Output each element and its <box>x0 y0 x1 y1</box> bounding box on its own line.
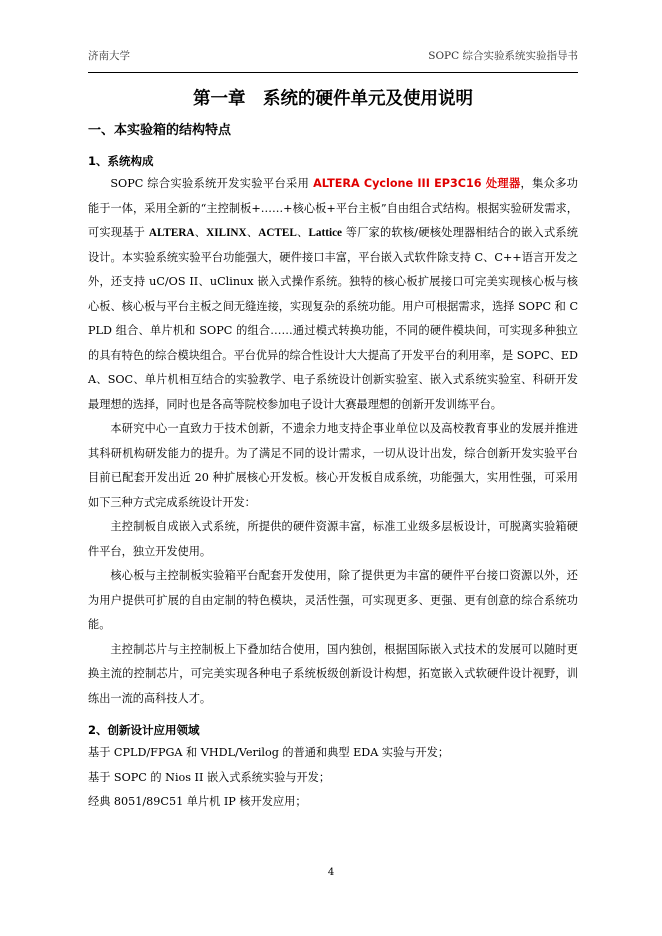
processor-highlight: ALTERA Cyclone III EP3C16 处理器 <box>313 177 521 190</box>
paragraph-mode-1: 主控制板自成嵌入式系统，所提供的硬件资源丰富，标准工业级多层板设计，可脱离实验箱硬件平台，独立开发使用。 <box>88 520 578 558</box>
header-book-title: SOPC 综合实验系统实验指导书 <box>428 50 578 62</box>
page-content <box>88 86 578 815</box>
vendor-xilinx: XILINX <box>206 227 247 239</box>
application-item: 基于 CPLD/FPGA 和 VHDL/Verilog 的普通和典型 EDA 实验与开发； <box>88 746 450 759</box>
application-item: 基于 SOPC 的 Nios II 嵌入式系统实验与开发； <box>88 770 331 784</box>
subsection-title-applications: 2、创新设计应用领域 <box>88 723 200 737</box>
header-institution: 济南大学 <box>88 50 130 62</box>
vendor-actel: ACTEL <box>258 227 297 239</box>
paragraph-mode-3: 主控制芯片与主控制板上下叠加结合使用，国内独创，根据国际嵌入式技术的发展可以随时更换主流的控制芯片，可完美实现各种电子系统板级创新设计构想，拓宽嵌入式软硬件设计视野，训练出一流的高科技人才。 <box>88 642 578 705</box>
application-item: 经典 8051/89C51 单片机 IP 核开发应用； <box>88 795 307 808</box>
text-run: ，集众多功能于一体，采用全新的“主控制板+……+核心板+平台主板”自由组合式结构。根据实验研发需求，可实现基于 <box>88 177 578 239</box>
separator: 、 <box>246 226 259 239</box>
paragraph-research-center: 本研究中心一直致力于技术创新，不遗余力地支持企事业单位以及高校教育事业的发展并推进其科研机构研发能力的提升。为了满足不同的设计需求，一切从设计出发，综合创新开发实验平台目前已配套开发出近 20 种扩展核心开发板。核心开发板自成系统，功能强大，实用性强，可采用如下三种方式完成系统设计开发： <box>88 422 578 509</box>
page-number: 4 <box>327 867 335 878</box>
text-run: SOPC 综合实验系统开发实验平台采用 <box>110 177 314 190</box>
vendor-lattice: Lattice <box>308 227 342 239</box>
vendor-altera: ALTERA <box>148 227 195 239</box>
subsection-title-system: 1、系统构成 <box>88 154 154 168</box>
separator: 、 <box>296 226 309 239</box>
chapter-title: 第一章 系统的硬件单元及使用说明 <box>193 89 473 109</box>
text-run: 等厂家的软核/硬核处理器相结合的嵌入式系统设计。本实验系统实验平台功能强大，硬件接口丰富，平台嵌入式软件除支持 C、C++语言开发之外，还支持 uC/OS II、uClinux 嵌入式操作系统。独特的核心板扩展接口可完美实现核心板与核心板、核心板与平台主板之间无缝连接，实现复杂的系统功能。用户可根据需求，选择 SOPC 和 CPLD 组合、单片机和 SOPC 的组合……通过模式转换功能，不同的硬件模块间，可实现多种独立的具有特色的综合模块组合。平台优异的综合性设计大大提高了开发平台的利用率，是 SOPC、EDA、SOC、单片机相互结合的实验教学、电子系统设计创新实验室、嵌入式系统实验室、科研开发最理想的选择，同时也是各高等院校参加电子设计大赛最理想的创新开发训练平台。 <box>88 226 578 411</box>
section-title: 一、本实验箱的结构特点 <box>88 123 232 138</box>
separator: 、 <box>194 226 207 239</box>
page-header <box>88 48 578 73</box>
paragraph-system-overview <box>88 172 578 417</box>
paragraph-mode-2: 核心板与主控制板实验箱平台配套开发使用，除了提供更为丰富的硬件平台接口资源以外，还为用户提供可扩展的自由定制的特色模块，灵活性强，可实现更多、更强、更有创意的综合系统功能。 <box>88 569 578 631</box>
